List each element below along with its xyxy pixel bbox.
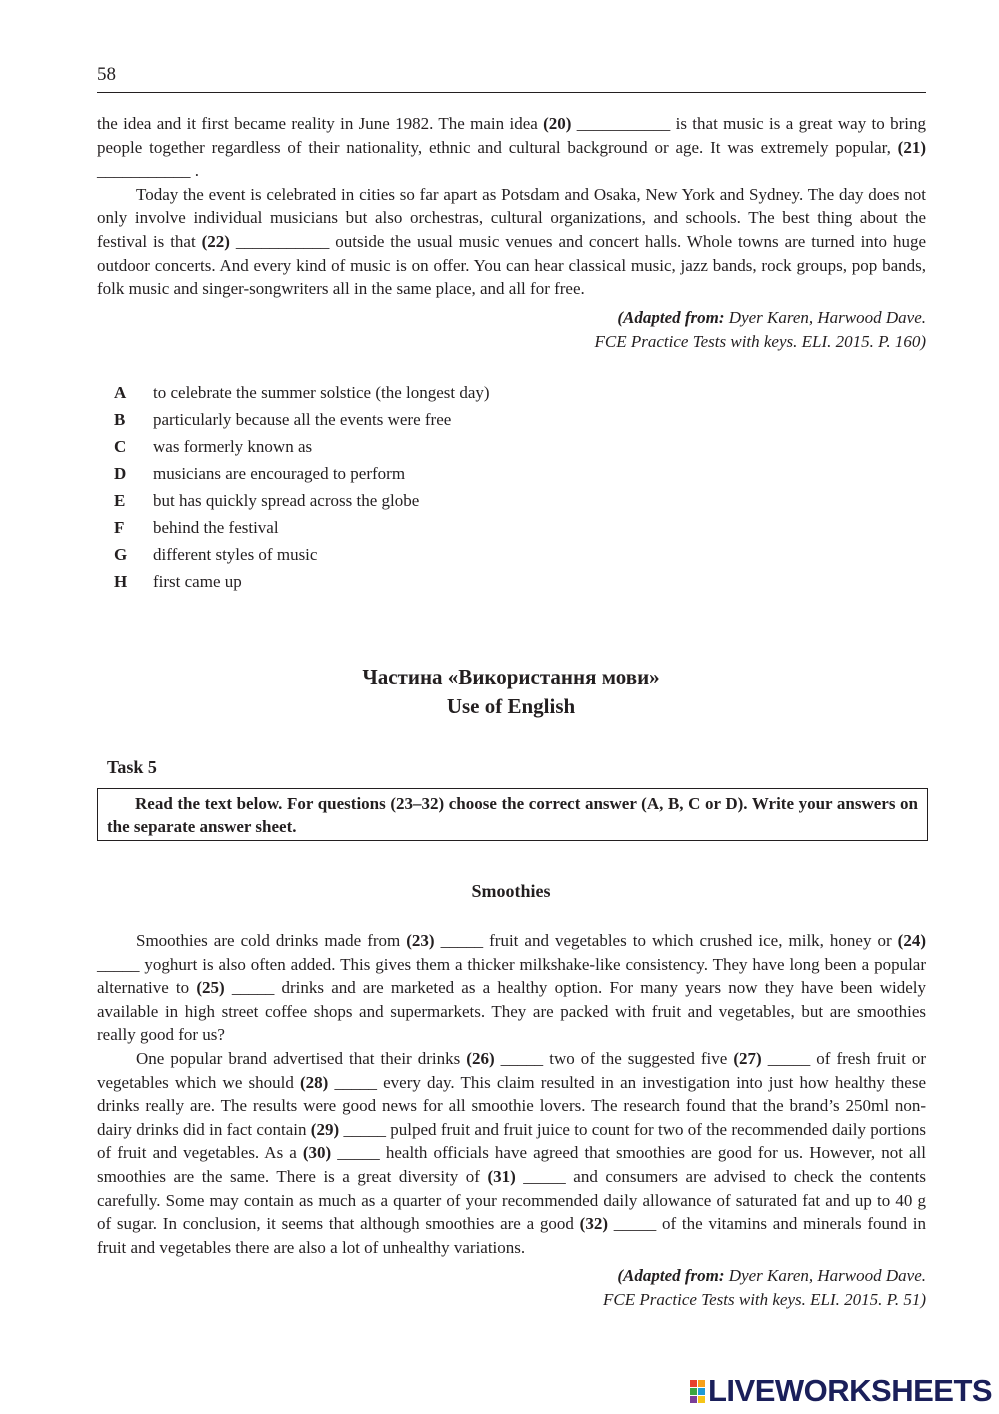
question-number-27: (27)	[733, 1048, 762, 1068]
option-c	[114, 433, 490, 460]
citation-authors: Dyer Karen, Harwood Dave.	[724, 308, 926, 327]
text: Smoothies are cold drinks made from	[136, 931, 407, 950]
task-instruction: Read the text below. For questions (23–32) choose the correct answer (A, B, C or D). Write your answers on the separate answer sheet.	[107, 794, 918, 836]
citation-label: (Adapted from:	[617, 1266, 725, 1285]
citation-source: FCE Practice Tests with keys. ELI. 2015. P. 51)	[603, 1290, 926, 1309]
paragraph-2	[97, 183, 926, 301]
option-text: different styles of music	[153, 544, 318, 564]
text: _____ pulped fruit and fruit juice to count for two of the recommended daily portions of fruit and vegetables. As a	[97, 1119, 927, 1163]
text: _____ fruit and vegetables to which crushed ice, milk, honey or	[434, 931, 898, 950]
question-number-32: (32)	[579, 1214, 608, 1234]
text: _____ health officials have agreed that smoothies are good for us. However, not all smoothies are the same. There is a great diversity of	[97, 1143, 926, 1186]
question-number-23: (23)	[406, 931, 435, 950]
section-title-en: Use of English	[446, 694, 576, 718]
paragraph-1	[97, 112, 926, 183]
citation-label: (Adapted from:	[617, 308, 725, 327]
question-number-30: (30)	[302, 1143, 332, 1163]
text: _____ every day. This claim resulted in an investigation into just how healthy these drinks really are. The results were good news for all smoothie lovers. The research found that the brand’s 250ml non-dairy drinks did in fact contain	[97, 1072, 927, 1139]
page-number: 58	[97, 64, 116, 85]
section-title-ua: Частина «Використання мови»	[362, 665, 660, 689]
option-letter: A	[114, 382, 127, 402]
question-number-31: (31)	[487, 1166, 516, 1186]
option-text: was formerly known as	[153, 436, 313, 456]
options-list	[114, 379, 490, 595]
question-number-20: (20)	[543, 114, 572, 133]
question-number-26: (26)	[466, 1048, 495, 1068]
text: One popular brand advertised that their drinks	[136, 1048, 467, 1068]
option-text: first came up	[153, 571, 242, 591]
text: ___________ .	[97, 161, 199, 181]
smoothies-paragraph-2	[97, 1047, 926, 1259]
option-letter: E	[114, 490, 126, 510]
option-letter: C	[114, 436, 127, 456]
logo-square	[698, 1380, 705, 1387]
citation-1	[595, 306, 926, 354]
question-number-25: (25)	[196, 978, 225, 998]
task-label: Task 5	[107, 757, 157, 777]
option-h	[114, 568, 490, 595]
reading-passage	[97, 112, 926, 301]
logo-square	[698, 1388, 705, 1395]
smoothies-passage	[97, 929, 926, 1259]
option-text: particularly because all the events were free	[153, 409, 452, 429]
option-text: musicians are encouraged to perform	[153, 463, 406, 483]
question-number-24: (24)	[897, 931, 926, 950]
passage-title: Smoothies	[471, 881, 551, 901]
question-number-21: (21)	[897, 137, 926, 157]
text: _____ and consumers are advised to check the contents carefully. Some may contain as much as a quarter of your recommended daily allowance of saturated fat and up to 40 g of sugar. In conclusion, it seems that although smoothies are a good	[97, 1166, 926, 1234]
option-letter: D	[114, 463, 127, 483]
liveworksheets-mark-icon	[690, 1380, 705, 1403]
option-text: behind the festival	[153, 517, 279, 537]
header-rule	[97, 92, 926, 93]
option-d	[114, 460, 490, 487]
option-text: to celebrate the summer solstice (the longest day)	[153, 382, 490, 402]
option-e	[114, 487, 490, 514]
text: Today the event is celebrated in cities so far apart as Potsdam and Osaka, New York and Sydney. The day does not only involve individual musicians but also orchestras, cultural organizations, and schools. The best thing about the festival is that	[97, 184, 926, 251]
text: _____ yoghurt is also often added. This gives them a thicker milkshake-like consistency. They have long been a popular alternative to	[97, 954, 926, 998]
logo-square	[690, 1388, 697, 1395]
liveworksheets-logo[interactable]	[690, 1373, 992, 1409]
logo-square	[690, 1396, 697, 1403]
option-f	[114, 514, 490, 541]
text: ___________ is that music is a great way to bring people together regardless of their nationality, ethnic and cultural background or age. It was extremely popular,	[97, 114, 926, 157]
option-a	[114, 379, 490, 406]
task-instruction-box	[97, 788, 928, 841]
option-text: but has quickly spread across the globe	[153, 490, 420, 510]
question-number-28: (28)	[300, 1072, 329, 1092]
text: _____ drinks and are marketed as a healthy option. For many years now they have been widely available in high street coffee shops and supermarkets. They are packed with fruit and vegetables, but are smoothies really good for us?	[97, 978, 926, 1045]
text: _____ two of the suggested five	[494, 1048, 734, 1068]
logo-square	[690, 1380, 697, 1387]
citation-authors: Dyer Karen, Harwood Dave.	[724, 1266, 926, 1285]
option-letter: F	[114, 517, 125, 537]
option-g	[114, 541, 490, 568]
option-b	[114, 406, 490, 433]
option-letter: G	[114, 544, 128, 564]
text: _____ of fresh fruit or vegetables which we should	[97, 1048, 926, 1092]
text: ___________ outside the usual music venues and concert halls. Whole towns are turned into huge outdoor concerts. And every kind of music is on offer. You can hear classical music, jazz bands, rock groups, pop bands, folk music and singer-songwriters all in the same place, and all for free.	[97, 231, 926, 299]
citation-2	[603, 1264, 926, 1312]
text: the idea and it first became reality in June 1982. The main idea	[97, 114, 544, 133]
logo-square	[698, 1396, 705, 1403]
liveworksheets-text: LIVEWORKSHEETS	[708, 1373, 993, 1408]
text: _____ of the vitamins and minerals found in fruit and vegetables there are also a lot of unhealthy variations.	[97, 1214, 927, 1257]
question-number-22: (22)	[201, 231, 230, 251]
smoothies-paragraph-1	[97, 929, 926, 1047]
question-number-29: (29)	[310, 1119, 340, 1139]
option-letter: H	[114, 571, 128, 591]
citation-source: FCE Practice Tests with keys. ELI. 2015. P. 160)	[594, 332, 926, 351]
option-letter: B	[114, 409, 126, 429]
